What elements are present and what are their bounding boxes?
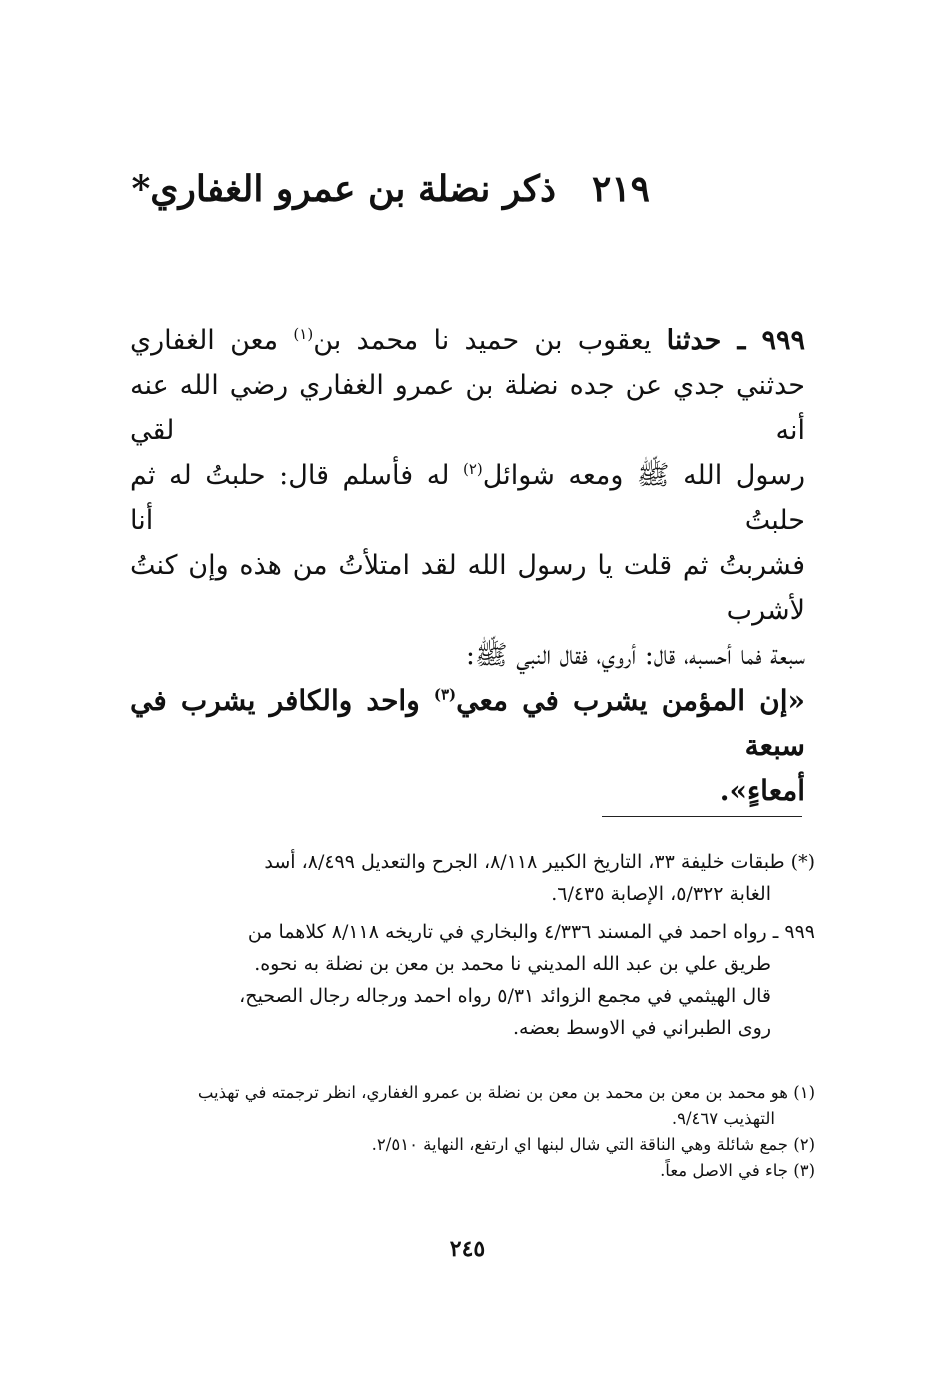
chapter-title xyxy=(131,168,650,210)
hadith-quote-line-1: «إن المؤمن يشرب في معي$^{(٣)}$ واحد والكافر يشرب في سبعة xyxy=(130,684,805,762)
takhrij-note: ٩٩٩ ـ رواه احمد في المسند ٤/٣٣٦ والبخاري في تاريخه ٨/١١٨ كلاهما من طريق علي بن عبد الله المديني نا محمد بن معن بن نضلة به نحوه. قال الهيثمي في مجمع الزوائد ٥/٣١ رواه احمد ورجاله رجال الصحيح، روى الطبراني في الاوسط بعضه. xyxy=(239,921,815,1039)
footnote-ref-2: (٢) xyxy=(463,460,483,478)
hadith-line-4: فشربتُ ثم قلت يا رسول الله لقد امتلأتُ من هذه وإن كنتُ لأشرب xyxy=(130,550,805,626)
page-number: ٢٤٥ xyxy=(449,1236,486,1262)
hadith-quote-line-2: أمعاءٍ». xyxy=(719,774,805,807)
hadith-line-1: ٩٩٩ ـ حدثنا يعقوب بن حميد نا محمد بن$^{(١)}$ معن الغفاري xyxy=(130,325,805,356)
hadith-line-2: حدثني جدي عن جده نضلة بن عمرو الغفاري رضي الله عنه أنه لقي xyxy=(130,370,805,446)
star-note: (*) طبقات خليفة ٣٣، التاريخ الكبير ٨/١١٨، الجرح والتعديل ٨/٤٩٩، أسد الغابة ٥/٣٢٢، الإصابة ٦/٤٣٥. xyxy=(264,851,815,905)
chapter-heading: ذكر نضلة بن عمرو الغفاري* xyxy=(131,168,556,210)
hadith-text xyxy=(130,318,805,813)
chapter-number: ٢١٩ xyxy=(591,168,650,210)
footnote-1: (١) هو محمد بن معن بن محمد بن معن بن نضلة بن عمرو الغفاري، انظر ترجمته في تهذيب التهذيب ٩/٤٦٧. xyxy=(197,1083,815,1128)
footnote-3: (٣) جاء في الاصل معاً. xyxy=(660,1161,815,1180)
footnote-ref-1: (١) xyxy=(293,325,314,343)
footnote-ref-3: (٣) xyxy=(433,685,457,704)
hadith-number: ٩٩٩ ـ حدثنا xyxy=(666,325,805,356)
footnote-2: (٢) جمع شائلة وهي الناقة التي شال لبنها اي ارتفع، النهاية ٢/٥١٠. xyxy=(371,1135,815,1154)
footnotes xyxy=(135,1080,815,1184)
sources-notes xyxy=(135,846,815,1044)
hadith-line-3: رسول الله ﷺ ومعه شوائل$^{(٢)}$ له فأسلم قال: حلبتُ له ثم حلبتُ أنا xyxy=(130,460,806,536)
notes-separator xyxy=(602,816,802,817)
hadith-line-5: سبعة فما أحسبه، قال: أروي، فقال النبي ﷺ: xyxy=(465,640,805,671)
